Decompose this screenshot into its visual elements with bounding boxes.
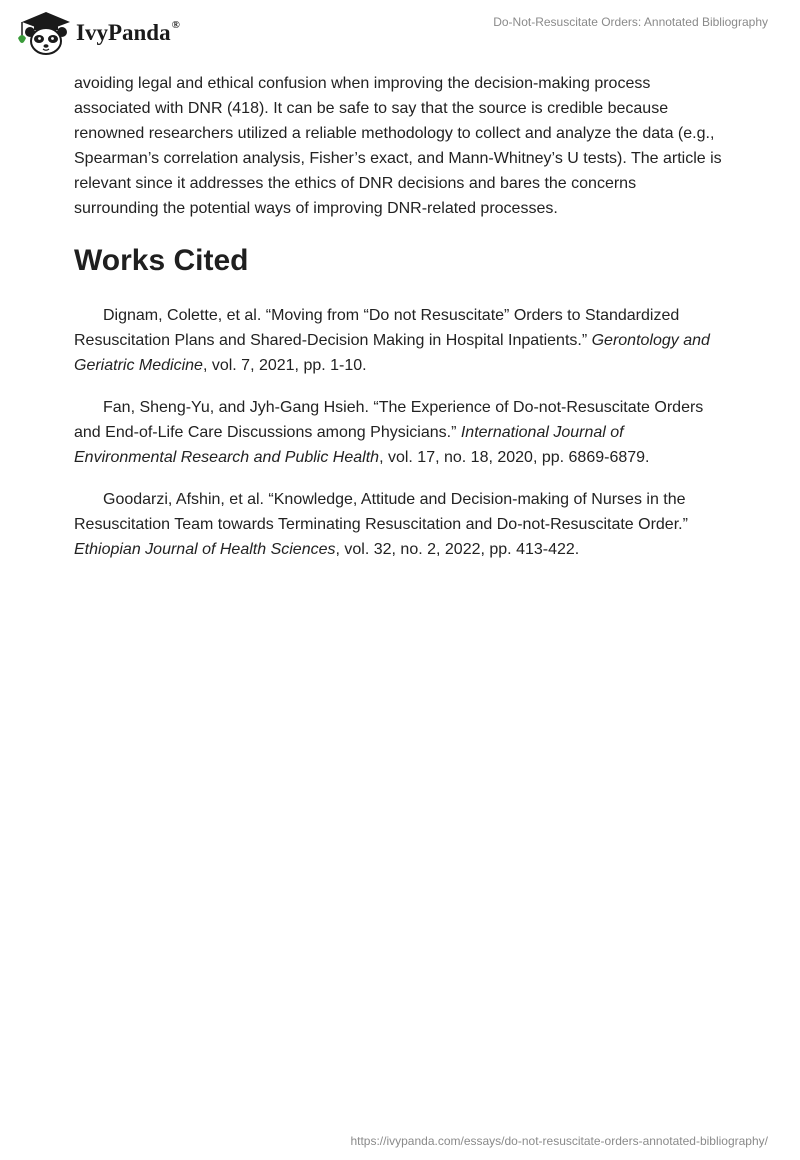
page-header [0,0,800,62]
works-cited-heading: Works Cited [74,244,249,277]
journal-title: Ethiopian Journal of Health Sciences [74,541,336,558]
document-title: Do-Not-Resuscitate Orders: Annotated Bibliography [493,15,768,29]
registered-mark: ® [171,19,180,31]
ivypanda-logo[interactable] [14,8,180,56]
citation-entry: Dignam, Colette, et al. “Moving from “Do not Resuscitate” Orders to Standardized Resuscitation Plans and Shared-Decision Making in Hospital Inpatients.” Gerontology and Geriatric Medicine, vol. 7, 2021, pp. 1-10. [74,307,710,374]
journal-title: Gerontology and Geriatric Medicine [74,332,710,374]
brand-name: IvyPanda® [76,19,180,45]
works-cited-list [74,303,724,562]
body-paragraph: avoiding legal and ethical confusion when improving the decision-making process associated with DNR (418). It can be safe to say that the source is credible because renowned researchers utilized a reliable methodology to collect and analyze the data (e.g., Spearman’s correlation analysis, Fisher’s exact, and Mann-Whitney’s U tests). The article is relevant since it addresses the ethics of DNR decisions and bares the concerns surrounding the potential ways of improving DNR-related processes. [74,75,722,217]
source-url[interactable]: https://ivypanda.com/essays/do-not-resuscitate-orders-annotated-bibliography/ [350,1134,768,1148]
panda-graduation-cap-icon [14,8,74,56]
journal-title: International Journal of Environmental Research and Public Health [74,424,624,466]
citation-entry: Goodarzi, Afshin, et al. “Knowledge, Attitude and Decision-making of Nurses in the Resuscitation Team towards Terminating Resuscitation and Do-not-Resuscitate Order.” Ethiopian Journal of Health Sciences, vol. 32, no. 2, 2022, pp. 413-422. [74,491,688,558]
main-content [74,71,724,579]
citation-entry: Fan, Sheng-Yu, and Jyh-Gang Hsieh. “The Experience of Do-not-Resuscitate Orders and End-of-Life Care Discussions among Physicians.” International Journal of Environmental Research and Public Health, vol. 17, no. 18, 2020, pp. 6869-6879. [74,399,704,466]
